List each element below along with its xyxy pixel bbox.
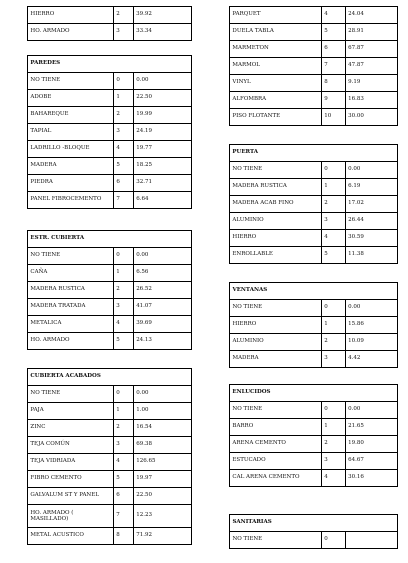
item-code: 5 [114, 158, 134, 175]
item-value: 4.42 [346, 351, 398, 368]
row-spacer [10, 454, 28, 471]
table-row [10, 265, 192, 282]
table-header-row [10, 369, 192, 386]
item-name: NO TIENE [230, 300, 322, 317]
row-spacer [212, 402, 230, 419]
table-row [212, 351, 398, 368]
item-name: NO TIENE [28, 248, 114, 265]
table-row [212, 300, 398, 317]
item-code: 0 [322, 162, 346, 179]
item-name: METALICA [28, 316, 114, 333]
item-name: HIERRO [230, 317, 322, 334]
item-code: 2 [322, 334, 346, 351]
item-value: 6.19 [346, 179, 398, 196]
item-name: NO TIENE [230, 162, 322, 179]
item-code: 2 [322, 196, 346, 213]
item-code: 7 [114, 192, 134, 209]
table-row [10, 282, 192, 299]
item-name: NO TIENE [230, 402, 322, 419]
row-spacer [10, 420, 28, 437]
table-header-row [212, 515, 398, 532]
item-code: 9 [322, 92, 346, 109]
row-spacer [10, 231, 28, 248]
row-spacer [212, 283, 230, 300]
item-name: MARMOL [230, 58, 322, 75]
table-sanitarias [212, 514, 398, 549]
row-spacer [10, 175, 28, 192]
row-spacer [10, 369, 28, 386]
table-header-row [10, 56, 192, 73]
item-name: BARRO [230, 419, 322, 436]
item-name: LADRILLO -BLOQUE [28, 141, 114, 158]
item-name: ALUMINIO [230, 334, 322, 351]
item-name: PIEDRA [28, 175, 114, 192]
table-estr-cubierta [10, 230, 192, 350]
row-spacer [212, 334, 230, 351]
table-row [212, 41, 398, 58]
item-code: 1 [322, 179, 346, 196]
item-value: 9.19 [346, 75, 398, 92]
item-code: 0 [322, 532, 346, 549]
item-name: TEJA VIDRIADA [28, 454, 114, 471]
row-spacer [10, 333, 28, 350]
table-row [212, 470, 398, 487]
item-name: NO TIENE [28, 73, 114, 90]
table-row [212, 109, 398, 126]
item-value: 16.54 [134, 420, 192, 437]
item-value: 0.00 [346, 162, 398, 179]
row-spacer [212, 230, 230, 247]
row-spacer [212, 109, 230, 126]
item-value: 24.13 [134, 333, 192, 350]
item-code: 0 [114, 248, 134, 265]
table-row [212, 436, 398, 453]
item-name: CAÑA [28, 265, 114, 282]
item-name: ALUMINIO [230, 213, 322, 230]
item-code: 5 [322, 247, 346, 264]
item-name: PISO FLOTANTE [230, 109, 322, 126]
item-value: 69.38 [134, 437, 192, 454]
item-value: 0.00 [346, 402, 398, 419]
row-spacer [212, 75, 230, 92]
row-spacer [10, 265, 28, 282]
table-row [10, 403, 192, 420]
table-row [10, 175, 192, 192]
item-code: 0 [114, 386, 134, 403]
item-value: 0.00 [134, 248, 192, 265]
item-code: 1 [114, 90, 134, 107]
item-code: 3 [322, 213, 346, 230]
item-value: 19.99 [134, 107, 192, 124]
item-code: 2 [114, 107, 134, 124]
row-spacer [10, 248, 28, 265]
item-name: HIERRO [230, 230, 322, 247]
item-code: 6 [322, 41, 346, 58]
table-row [10, 437, 192, 454]
table-row [212, 7, 398, 24]
item-code: 2 [114, 282, 134, 299]
row-spacer [212, 419, 230, 436]
row-spacer [10, 90, 28, 107]
item-name: HIERRO [28, 7, 114, 24]
header-blank [322, 385, 398, 402]
table-row [212, 230, 398, 247]
table-row [10, 333, 192, 350]
header-blank [114, 369, 192, 386]
item-code: 1 [322, 317, 346, 334]
row-spacer [10, 471, 28, 488]
row-spacer [10, 124, 28, 141]
table-row [212, 317, 398, 334]
table-row [212, 24, 398, 41]
item-value: 0.00 [134, 73, 192, 90]
item-value: 24.19 [134, 124, 192, 141]
item-name: HO. ARMADO [28, 24, 114, 41]
row-spacer [212, 58, 230, 75]
row-spacer [10, 192, 28, 209]
item-value: 26.44 [346, 213, 398, 230]
table-row [10, 124, 192, 141]
item-value: 39.69 [134, 316, 192, 333]
row-spacer [212, 351, 230, 368]
item-value: 67.87 [346, 41, 398, 58]
item-name: MARMETON [230, 41, 322, 58]
item-name: BAHAREQUE [28, 107, 114, 124]
item-name: METAL ACUSTICO [28, 528, 114, 545]
row-spacer [212, 385, 230, 402]
row-spacer [212, 317, 230, 334]
row-spacer [212, 24, 230, 41]
item-code: 4 [322, 230, 346, 247]
item-value: 28.91 [346, 24, 398, 41]
table-pisos [212, 6, 398, 126]
item-code: 4 [322, 7, 346, 24]
item-value: 47.87 [346, 58, 398, 75]
item-name: ALFOMBRA [230, 92, 322, 109]
item-code: 0 [322, 300, 346, 317]
table-row [10, 299, 192, 316]
item-value: 6.56 [134, 265, 192, 282]
item-code: 7 [322, 58, 346, 75]
item-value: 12.23 [134, 505, 192, 528]
item-value: 17.02 [346, 196, 398, 213]
item-name: CAL ARENA CEMENTO [230, 470, 322, 487]
table-puerta [212, 144, 398, 264]
item-code: 1 [322, 419, 346, 436]
table-row [212, 532, 398, 549]
item-code: 4 [114, 316, 134, 333]
row-spacer [10, 528, 28, 545]
item-value: 30.00 [346, 109, 398, 126]
table-title: SANITARIAS [230, 515, 322, 532]
item-value: 16.83 [346, 92, 398, 109]
item-code: 4 [114, 454, 134, 471]
table-row [10, 505, 192, 528]
item-value: 32.71 [134, 175, 192, 192]
item-value [346, 532, 398, 549]
row-spacer [10, 437, 28, 454]
table-enlucidos [212, 384, 398, 487]
table-row [10, 488, 192, 505]
row-spacer [10, 282, 28, 299]
item-value: 30.59 [346, 230, 398, 247]
item-code: 6 [114, 175, 134, 192]
item-name: TAPIAL [28, 124, 114, 141]
row-spacer [10, 403, 28, 420]
item-value: 10.09 [346, 334, 398, 351]
item-name: NO TIENE [230, 532, 322, 549]
table-row [212, 402, 398, 419]
table-row [10, 24, 192, 41]
row-spacer [212, 92, 230, 109]
item-value: 21.65 [346, 419, 398, 436]
item-code: 8 [114, 528, 134, 545]
table-row [10, 73, 192, 90]
item-name: ARENA CEMENTO [230, 436, 322, 453]
item-name: MADERA [28, 158, 114, 175]
item-name: MADERA TRATADA [28, 299, 114, 316]
item-name: NO TIENE [28, 386, 114, 403]
item-code: 2 [114, 7, 134, 24]
item-code: 3 [114, 24, 134, 41]
table-row [10, 7, 192, 24]
row-spacer [10, 316, 28, 333]
table-row [10, 90, 192, 107]
item-value: 24.04 [346, 7, 398, 24]
item-name: MADERA RUSTICA [230, 179, 322, 196]
item-name: HO. ARMADO ( MASILLADO) [28, 505, 114, 528]
table-row [10, 248, 192, 265]
table-title: PAREDES [28, 56, 114, 73]
item-value: 33.34 [134, 24, 192, 41]
item-value: 30.16 [346, 470, 398, 487]
table-title: CUBIERTA ACABADOS [28, 369, 114, 386]
table-ventanas [212, 282, 398, 368]
row-spacer [212, 41, 230, 58]
table-row [212, 196, 398, 213]
item-value: 64.67 [346, 453, 398, 470]
item-code: 2 [322, 436, 346, 453]
row-spacer [212, 470, 230, 487]
row-spacer [10, 158, 28, 175]
item-code: 3 [114, 124, 134, 141]
item-name: HO. ARMADO [28, 333, 114, 350]
item-value: 0.00 [346, 300, 398, 317]
table-row [212, 247, 398, 264]
item-code: 0 [322, 402, 346, 419]
table-cubierta-acabados [10, 368, 192, 545]
header-blank [322, 515, 398, 532]
item-value: 1.00 [134, 403, 192, 420]
table-row [212, 162, 398, 179]
item-code: 0 [114, 73, 134, 90]
table-title: ESTR. CUBIERTA [28, 231, 114, 248]
table-walls-top [10, 6, 192, 41]
table-row [10, 386, 192, 403]
table-header-row [212, 385, 398, 402]
table-paredes [10, 55, 192, 209]
item-value: 19.97 [134, 471, 192, 488]
header-blank [322, 145, 398, 162]
table-row [10, 158, 192, 175]
item-code: 8 [322, 75, 346, 92]
row-spacer [212, 453, 230, 470]
item-code: 10 [322, 109, 346, 126]
row-spacer [10, 299, 28, 316]
item-value: 18.25 [134, 158, 192, 175]
item-value: 19.77 [134, 141, 192, 158]
table-row [10, 316, 192, 333]
item-code: 4 [322, 470, 346, 487]
header-blank [322, 283, 398, 300]
item-code: 5 [322, 24, 346, 41]
item-value: 0.00 [134, 386, 192, 403]
item-value: 26.52 [134, 282, 192, 299]
row-spacer [212, 196, 230, 213]
table-title: PUERTA [230, 145, 322, 162]
table-header-row [10, 231, 192, 248]
row-spacer [212, 213, 230, 230]
row-spacer [212, 247, 230, 264]
row-spacer [10, 73, 28, 90]
table-row [212, 58, 398, 75]
item-code: 3 [114, 437, 134, 454]
item-value: 126.65 [134, 454, 192, 471]
row-spacer [212, 145, 230, 162]
table-row [10, 454, 192, 471]
row-spacer [212, 532, 230, 549]
item-name: PARQUET [230, 7, 322, 24]
row-spacer [212, 162, 230, 179]
table-row [212, 179, 398, 196]
item-name: ADOBE [28, 90, 114, 107]
item-name: MADERA [230, 351, 322, 368]
item-name: VINYL [230, 75, 322, 92]
item-name: MADERA RUSTICA [28, 282, 114, 299]
table-header-row [212, 145, 398, 162]
item-code: 7 [114, 505, 134, 528]
table-row [212, 419, 398, 436]
table-row [212, 453, 398, 470]
item-name: GALVALUM ST Y PANEL [28, 488, 114, 505]
item-code: 5 [114, 333, 134, 350]
row-spacer [212, 7, 230, 24]
item-code: 3 [322, 351, 346, 368]
row-spacer [10, 386, 28, 403]
row-spacer [10, 107, 28, 124]
table-row [10, 107, 192, 124]
row-spacer [10, 505, 28, 528]
item-name: ENROLLABLE [230, 247, 322, 264]
table-row [10, 420, 192, 437]
item-name: TEJA COMÚN [28, 437, 114, 454]
row-spacer [10, 141, 28, 158]
table-title: ENLUCIDOS [230, 385, 322, 402]
table-row [212, 213, 398, 230]
item-value: 11.38 [346, 247, 398, 264]
item-value: 19.80 [346, 436, 398, 453]
row-spacer [212, 300, 230, 317]
row-spacer [10, 7, 28, 24]
item-code: 1 [114, 403, 134, 420]
header-blank [114, 56, 192, 73]
item-value: 6.64 [134, 192, 192, 209]
header-blank [114, 231, 192, 248]
table-header-row [212, 283, 398, 300]
item-code: 3 [322, 453, 346, 470]
table-title: VENTANAS [230, 283, 322, 300]
table-row [10, 141, 192, 158]
row-spacer [212, 179, 230, 196]
row-spacer [10, 56, 28, 73]
item-name: DUELA TABLA [230, 24, 322, 41]
item-name: ZINC [28, 420, 114, 437]
item-name: ESTUCADO [230, 453, 322, 470]
item-code: 5 [114, 471, 134, 488]
row-spacer [10, 24, 28, 41]
item-code: 1 [114, 265, 134, 282]
row-spacer [212, 515, 230, 532]
item-name: MADERA ACAB FINO [230, 196, 322, 213]
table-row [10, 192, 192, 209]
item-value: 71.92 [134, 528, 192, 545]
item-value: 22.50 [134, 90, 192, 107]
row-spacer [212, 436, 230, 453]
table-row [212, 75, 398, 92]
item-name: PAJA [28, 403, 114, 420]
item-name: PANEL FIBROCEMENTO [28, 192, 114, 209]
item-code: 3 [114, 299, 134, 316]
table-row [212, 92, 398, 109]
table-row [10, 471, 192, 488]
table-row [10, 528, 192, 545]
item-value: 39.92 [134, 7, 192, 24]
item-value: 22.50 [134, 488, 192, 505]
item-code: 2 [114, 420, 134, 437]
table-row [212, 334, 398, 351]
row-spacer [10, 488, 28, 505]
item-code: 6 [114, 488, 134, 505]
item-code: 4 [114, 141, 134, 158]
item-name: FIBRO CEMENTO [28, 471, 114, 488]
item-value: 41.07 [134, 299, 192, 316]
item-value: 15.86 [346, 317, 398, 334]
